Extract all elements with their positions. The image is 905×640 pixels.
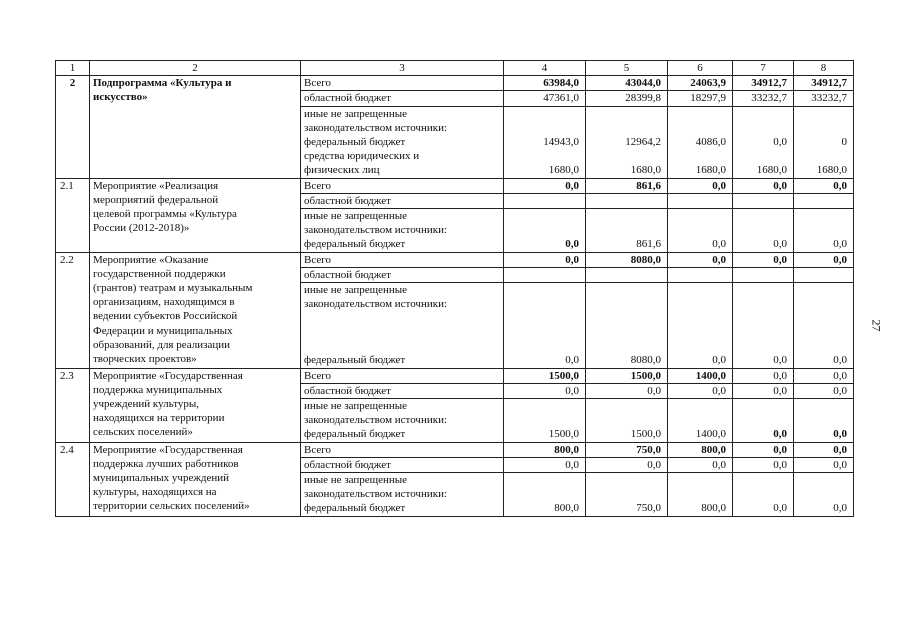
source-label: областной бюджет [301,383,504,398]
value-cell: 861,6 [586,209,668,253]
source-line: иные не запрещенные [304,474,408,487]
value-cell: 0,0 [668,178,733,193]
value-cell: 0,0 [733,368,794,383]
value-cell: 43044,0 [586,76,668,91]
value-cell: 1500,0 [504,368,586,383]
name-line: поддержка лучших работников [93,457,239,470]
value-cell: 33232,7 [733,91,794,106]
header-cell: 3 [301,61,504,76]
source-label: Всего [301,76,504,91]
value-cell: 800,0 [504,442,586,457]
source-label: областной бюджет [301,193,504,208]
source-label [301,209,504,253]
name-line: учреждений культуры, [93,398,199,411]
value-cell [794,267,854,282]
value-cell: 0,0 [733,252,794,267]
value-cell: 0,0 [794,209,854,253]
value-cell [504,193,586,208]
row-number: 2.3 [56,368,90,442]
name-line: мероприятий федеральной [93,193,219,206]
source-line: иные не запрещенные [304,210,408,223]
source-label [301,106,504,178]
value-cell: 24063,9 [668,76,733,91]
program-name [90,76,301,178]
value-cell: 1400,0 [668,399,733,443]
value-cell: 0,0 [504,283,586,369]
value-cell: 0,0 [794,473,854,517]
value-cell: 0,0 [733,383,794,398]
name-line: Мероприятие «Государственная [93,369,243,382]
value-cell: 0,0 [794,383,854,398]
name-line: искусство» [93,91,148,104]
name-line: (грантов) театрам и музыкальным [93,282,253,295]
name-line: Федерации и муниципальных [93,324,233,337]
value-cell: 47361,0 [504,91,586,106]
source-line: законодательством источники: [304,488,448,501]
source-label [301,399,504,443]
value-cell [586,267,668,282]
row-number: 2.4 [56,442,90,516]
legal-value: 1680,0 [756,164,787,177]
value-cell [504,106,586,178]
name-line: муниципальных учреждений [93,472,230,485]
federal-value: 4086,0 [695,136,726,149]
header-cell: 2 [90,61,301,76]
source-label: Всего [301,368,504,383]
row-number: 2.2 [56,252,90,368]
value-cell [504,267,586,282]
name-line: Подпрограмма «Культура и [93,77,232,90]
federal-value: 0,0 [773,136,787,149]
source-label [301,473,504,517]
header-cell: 6 [668,61,733,76]
value-cell [586,106,668,178]
value-cell: 0,0 [504,178,586,193]
value-cell: 34912,7 [733,76,794,91]
source-label: областной бюджет [301,267,504,282]
value-cell: 800,0 [668,442,733,457]
value-cell: 0,0 [504,383,586,398]
value-cell [668,106,733,178]
source-label: Всего [301,442,504,457]
legal-value: 1680,0 [695,164,726,177]
value-cell: 0,0 [794,178,854,193]
name-line: территории сельских поселений» [93,500,250,513]
table-row [56,178,854,193]
federal-value: 12964,2 [625,136,661,149]
header-cell: 7 [733,61,794,76]
value-cell: 0,0 [668,457,733,472]
page-number: 27 [869,319,884,332]
value-cell: 0,0 [504,457,586,472]
program-name [90,442,301,516]
value-cell [668,267,733,282]
value-cell [668,193,733,208]
value-cell: 0,0 [586,383,668,398]
value-cell: 861,6 [586,178,668,193]
source-line: физических лиц [304,164,380,177]
name-line: образований, для реализации [93,338,231,351]
value-cell: 0,0 [733,283,794,369]
value-cell: 0,0 [794,252,854,267]
value-cell: 0,0 [794,442,854,457]
value-cell: 0,0 [504,209,586,253]
value-cell: 63984,0 [504,76,586,91]
source-line: иные не запрещенные [304,284,408,297]
source-label [301,283,504,369]
program-name [90,252,301,368]
table-row [56,442,854,457]
header-cell: 4 [504,61,586,76]
legal-value: 1680,0 [548,164,579,177]
name-line: организациям, находящимся в [93,296,235,309]
source-line: федеральный бюджет [304,238,406,251]
table-row [56,76,854,91]
value-cell: 0,0 [794,457,854,472]
row-number: 2.1 [56,178,90,252]
row-number: 2 [56,76,90,178]
value-cell: 0,0 [668,252,733,267]
value-cell: 750,0 [586,473,668,517]
value-cell: 8080,0 [586,252,668,267]
name-line: сельских поселений» [93,426,193,439]
name-line: культуры, находящихся на [93,486,217,499]
name-line: находящихся на территории [93,412,225,425]
value-cell [733,193,794,208]
value-cell: 1500,0 [586,368,668,383]
value-cell: 0,0 [794,399,854,443]
source-line: федеральный бюджет [304,136,406,149]
legal-value: 1680,0 [630,164,661,177]
name-line: Мероприятие «Реализация [93,179,219,192]
source-line: законодательством источники: [304,298,448,311]
name-line: ведении субъектов Российской [93,310,238,323]
name-line: творческих проектов» [93,353,197,366]
value-cell: 0,0 [733,442,794,457]
value-cell: 750,0 [586,442,668,457]
value-cell [586,193,668,208]
program-name [90,368,301,442]
table-row [56,252,854,267]
value-cell: 33232,7 [794,91,854,106]
table-row [56,368,854,383]
value-cell: 0,0 [733,209,794,253]
name-line: поддержка муниципальных [93,383,223,396]
value-cell: 18297,9 [668,91,733,106]
federal-value: 14943,0 [543,136,579,149]
value-cell [733,267,794,282]
value-cell: 800,0 [668,473,733,517]
value-cell: 800,0 [504,473,586,517]
value-cell: 1400,0 [668,368,733,383]
value-cell: 0,0 [733,178,794,193]
federal-value: 0 [841,136,847,149]
name-line: Мероприятие «Государственная [93,443,243,456]
name-line: государственной поддержки [93,267,226,280]
value-cell: 0,0 [794,368,854,383]
value-cell: 0,0 [586,457,668,472]
value-cell: 0,0 [668,283,733,369]
value-cell [794,193,854,208]
value-cell: 0,0 [733,457,794,472]
value-cell: 0,0 [733,473,794,517]
program-name [90,178,301,252]
header-cell: 1 [56,61,90,76]
name-line: России (2012-2018)» [93,222,190,235]
source-line: федеральный бюджет [304,354,406,367]
source-line: федеральный бюджет [304,502,406,515]
source-label: Всего [301,252,504,267]
name-line: целевой программы «Культура [93,208,237,221]
value-cell: 8080,0 [586,283,668,369]
value-cell: 0,0 [794,283,854,369]
source-label: областной бюджет [301,91,504,106]
value-cell [733,106,794,178]
source-label: Всего [301,178,504,193]
value-cell: 34912,7 [794,76,854,91]
value-cell: 0,0 [504,252,586,267]
source-label: областной бюджет [301,457,504,472]
source-line: законодательством источники: [304,121,448,134]
source-line: законодательством источники: [304,414,448,427]
source-line: средства юридических и [304,150,420,163]
source-line: иные не запрещенные [304,107,408,120]
value-cell: 28399,8 [586,91,668,106]
header-cell: 8 [794,61,854,76]
header-row [56,61,854,76]
value-cell: 1500,0 [586,399,668,443]
value-cell: 0,0 [668,383,733,398]
header-cell: 5 [586,61,668,76]
value-cell [794,106,854,178]
value-cell: 0,0 [733,399,794,443]
source-line: законодательством источники: [304,224,448,237]
legal-value: 1680,0 [816,164,847,177]
budget-table [55,60,854,517]
value-cell: 0,0 [668,209,733,253]
source-line: иные не запрещенные [304,400,408,413]
value-cell: 1500,0 [504,399,586,443]
name-line: Мероприятие «Оказание [93,253,209,266]
source-line: федеральный бюджет [304,428,406,441]
